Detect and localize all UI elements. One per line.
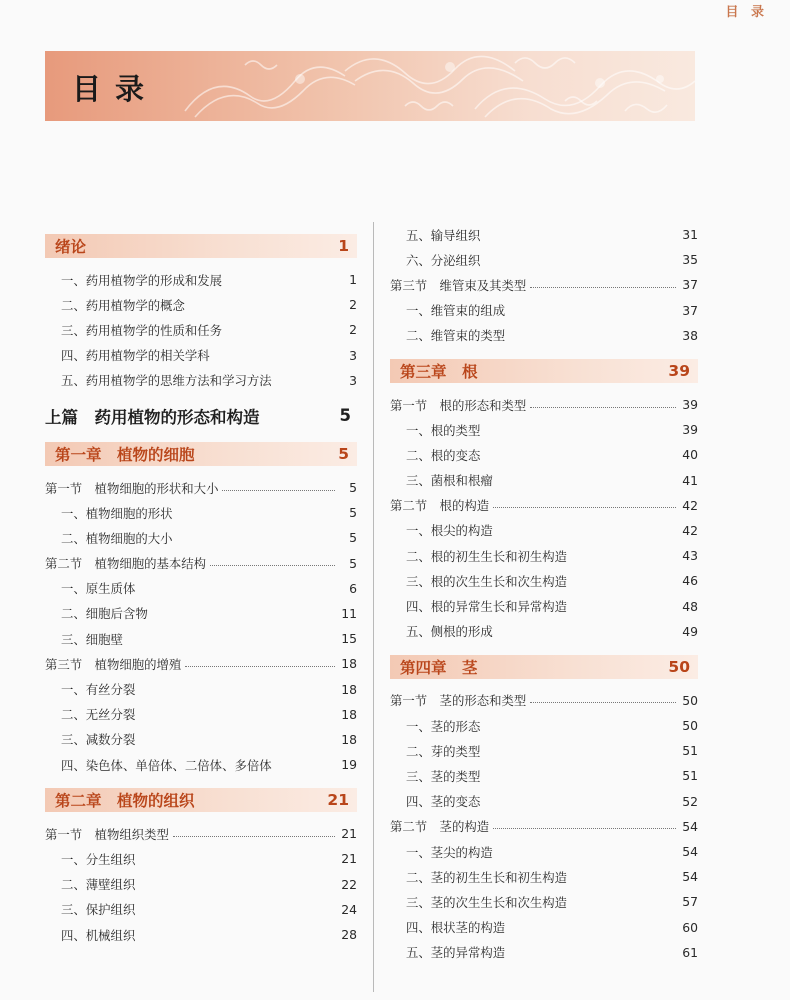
- page-number: 37: [682, 277, 698, 293]
- toc-entry: [45, 702, 357, 727]
- section-title: 第一节 茎的形态和类型: [390, 693, 527, 709]
- page-number: 39: [682, 397, 698, 413]
- toc-entry: [390, 889, 698, 914]
- page-number: 60: [682, 919, 698, 935]
- dot-leader: [185, 665, 335, 667]
- toc-entry: [390, 222, 698, 247]
- toc-entry: [390, 864, 698, 889]
- item-title: 四、根的异常生长和异常构造: [406, 599, 568, 615]
- toc-entry: [45, 846, 357, 871]
- chapter-heading: [45, 234, 357, 258]
- item-title: 四、茎的变态: [406, 794, 481, 810]
- section-entry: [390, 688, 698, 713]
- page-number: 5: [339, 406, 351, 426]
- chapter-title: 第一章 植物的细胞: [55, 445, 195, 464]
- dot-leader: [530, 286, 676, 288]
- toc-entry: [390, 518, 698, 543]
- page-number: 52: [682, 793, 698, 809]
- page-number: 54: [682, 844, 698, 860]
- page-number: 50: [682, 692, 698, 708]
- toc-entry: [45, 727, 357, 752]
- toc-entry: [45, 292, 357, 317]
- item-title: 一、茎尖的构造: [406, 844, 493, 860]
- page-number: 46: [682, 573, 698, 589]
- toc-entry: [390, 713, 698, 738]
- section-entry: [390, 493, 698, 518]
- item-title: 三、药用植物学的性质和任务: [61, 322, 223, 338]
- item-title: 三、细胞壁: [61, 631, 123, 647]
- page-number: 57: [682, 894, 698, 910]
- toc-entry: [390, 738, 698, 763]
- item-title: 四、药用植物学的相关学科: [61, 348, 210, 364]
- page-number: 3: [349, 347, 357, 363]
- item-title: 三、菌根和根瘤: [406, 473, 493, 489]
- page-number: 15: [341, 631, 357, 647]
- chapter-heading: [390, 359, 698, 383]
- page-number: 48: [682, 598, 698, 614]
- section-title: 第三节 维管束及其类型: [390, 277, 527, 293]
- page-number: 41: [682, 472, 698, 488]
- item-title: 三、茎的类型: [406, 768, 481, 784]
- dot-leader: [210, 564, 335, 566]
- dot-leader: [530, 406, 676, 408]
- toc-entry: [45, 752, 357, 777]
- item-title: 三、减数分裂: [61, 732, 136, 748]
- toc-entry: [45, 343, 357, 368]
- toc-left-column: [45, 222, 357, 947]
- item-title: 一、维管束的组成: [406, 303, 506, 319]
- page-number: 18: [341, 656, 357, 672]
- page-number: 18: [341, 706, 357, 722]
- section-title: 第一节 根的形态和类型: [390, 397, 527, 413]
- toc-entry: [45, 500, 357, 525]
- toc-entry: [390, 298, 698, 323]
- toc-entry: [390, 468, 698, 493]
- item-title: 一、植物细胞的形状: [61, 505, 173, 521]
- title-banner: [45, 51, 695, 121]
- page-number: 21: [341, 851, 357, 867]
- page-number: 21: [327, 791, 349, 810]
- page-number: 22: [341, 876, 357, 892]
- page-number: 39: [682, 422, 698, 438]
- chapter-heading: [45, 788, 357, 812]
- toc-entry: [390, 940, 698, 965]
- item-title: 三、保护组织: [61, 902, 136, 918]
- page-number: 50: [682, 718, 698, 734]
- section-entry: [390, 814, 698, 839]
- item-title: 一、根的类型: [406, 422, 481, 438]
- item-title: 一、根尖的构造: [406, 523, 493, 539]
- page-number: 1: [338, 237, 349, 255]
- toc-entry: [45, 872, 357, 897]
- page-number: 31: [682, 227, 698, 243]
- section-title: 第一节 植物细胞的形状和大小: [45, 480, 219, 496]
- page-number: 1: [349, 272, 357, 288]
- item-title: 五、茎的异常构造: [406, 945, 506, 961]
- page-number: 6: [349, 580, 357, 596]
- toc-entry: [390, 789, 698, 814]
- section-title: 第二节 茎的构造: [390, 819, 490, 835]
- item-title: 二、药用植物学的概念: [61, 297, 185, 313]
- section-entry: [45, 475, 357, 500]
- page-number: 50: [668, 657, 690, 676]
- page-number: 54: [682, 818, 698, 834]
- page-number: 38: [682, 327, 698, 343]
- item-title: 一、药用植物学的形成和发展: [61, 272, 223, 288]
- page-number: 24: [341, 901, 357, 917]
- item-title: 二、细胞后含物: [61, 606, 148, 622]
- page-number: 18: [341, 731, 357, 747]
- item-title: 一、有丝分裂: [61, 682, 136, 698]
- item-title: 三、茎的次生生长和次生构造: [406, 894, 568, 910]
- toc-entry: [45, 267, 357, 292]
- section-entry: [45, 551, 357, 576]
- section-entry: [390, 272, 698, 297]
- toc-entry: [45, 676, 357, 701]
- dot-leader: [530, 701, 676, 703]
- page-number: 18: [341, 681, 357, 697]
- page-number: 54: [682, 869, 698, 885]
- page-number: 5: [349, 480, 357, 496]
- item-title: 五、药用植物学的思维方法和学习方法: [61, 373, 272, 389]
- toc-entry: [390, 763, 698, 788]
- item-title: 一、分生组织: [61, 851, 136, 867]
- toc-entry: [390, 839, 698, 864]
- part-title: 上篇 药用植物的形态和构造: [45, 407, 260, 427]
- page-number: 5: [349, 555, 357, 571]
- toc-entry: [45, 576, 357, 601]
- item-title: 六、分泌组织: [406, 252, 481, 268]
- page-number: 2: [349, 297, 357, 313]
- toc-entry: [390, 543, 698, 568]
- chapter-title: 第四章 茎: [400, 658, 478, 677]
- page-number: 49: [682, 623, 698, 639]
- page-number: 40: [682, 447, 698, 463]
- page-number: 39: [668, 361, 690, 380]
- item-title: 二、根的初生生长和初生构造: [406, 548, 568, 564]
- page-number: 42: [682, 497, 698, 513]
- page-number: 35: [682, 252, 698, 268]
- dot-leader: [493, 827, 676, 829]
- item-title: 四、机械组织: [61, 927, 136, 943]
- toc-entry: [45, 317, 357, 342]
- page-number: 61: [682, 944, 698, 960]
- item-title: 二、茎的初生生长和初生构造: [406, 869, 568, 885]
- section-entry: [390, 392, 698, 417]
- item-title: 一、茎的形态: [406, 718, 481, 734]
- toc-entry: [390, 568, 698, 593]
- item-title: 二、根的变态: [406, 447, 481, 463]
- page-number: 2: [349, 322, 357, 338]
- toc-entry: [45, 922, 357, 947]
- toc-entry: [390, 593, 698, 618]
- chapter-title: 第二章 植物的组织: [55, 792, 195, 811]
- item-title: 二、维管束的类型: [406, 328, 506, 344]
- toc-entry: [45, 368, 357, 393]
- item-title: 二、薄壁组织: [61, 877, 136, 893]
- toc-entry: [390, 247, 698, 272]
- page-number: 42: [682, 522, 698, 538]
- toc-entry: [45, 897, 357, 922]
- toc-entry: [390, 417, 698, 442]
- page-number: 5: [349, 505, 357, 521]
- item-title: 二、植物细胞的大小: [61, 530, 173, 546]
- section-title: 第二节 根的构造: [390, 498, 490, 514]
- part-heading: [45, 401, 357, 431]
- chapter-title: 绪论: [55, 238, 87, 256]
- toc-entry: [45, 626, 357, 651]
- column-divider: [373, 222, 374, 992]
- section-entry: [45, 651, 357, 676]
- dot-leader: [173, 835, 335, 837]
- page-number: 5: [338, 444, 349, 463]
- item-title: 五、侧根的形成: [406, 624, 493, 640]
- section-title: 第二节 植物细胞的基本结构: [45, 556, 207, 572]
- page-title: 目录: [72, 72, 159, 106]
- item-title: 二、芽的类型: [406, 743, 481, 759]
- toc-right-column: [390, 222, 698, 965]
- section-title: 第三节 植物细胞的增殖: [45, 656, 182, 672]
- toc-entry: [390, 619, 698, 644]
- item-title: 一、原生质体: [61, 581, 136, 597]
- running-header: 目 录: [725, 5, 768, 20]
- page-number: 37: [682, 302, 698, 318]
- toc-entry: [390, 915, 698, 940]
- page-number: 19: [341, 757, 357, 773]
- item-title: 三、根的次生生长和次生构造: [406, 573, 568, 589]
- item-title: 五、输导组织: [406, 227, 481, 243]
- page-number: 28: [341, 927, 357, 943]
- section-entry: [45, 821, 357, 846]
- section-title: 第一节 植物组织类型: [45, 826, 169, 842]
- chapter-heading: [45, 442, 357, 466]
- chapter-title: 第三章 根: [400, 362, 478, 381]
- chapter-heading: [390, 655, 698, 679]
- page-number: 21: [341, 826, 357, 842]
- item-title: 四、染色体、单倍体、二倍体、多倍体: [61, 757, 272, 773]
- toc-entry: [390, 323, 698, 348]
- page-number: 51: [682, 743, 698, 759]
- page-number: 51: [682, 768, 698, 784]
- toc-entry: [390, 442, 698, 467]
- toc-entry: [45, 601, 357, 626]
- page-number: 43: [682, 548, 698, 564]
- page-number: 11: [341, 605, 357, 621]
- page-number: 3: [349, 372, 357, 388]
- item-title: 二、无丝分裂: [61, 707, 136, 723]
- page-number: 5: [349, 530, 357, 546]
- dot-leader: [493, 506, 676, 508]
- item-title: 四、根状茎的构造: [406, 920, 506, 936]
- dot-leader: [222, 489, 335, 491]
- toc-entry: [45, 525, 357, 550]
